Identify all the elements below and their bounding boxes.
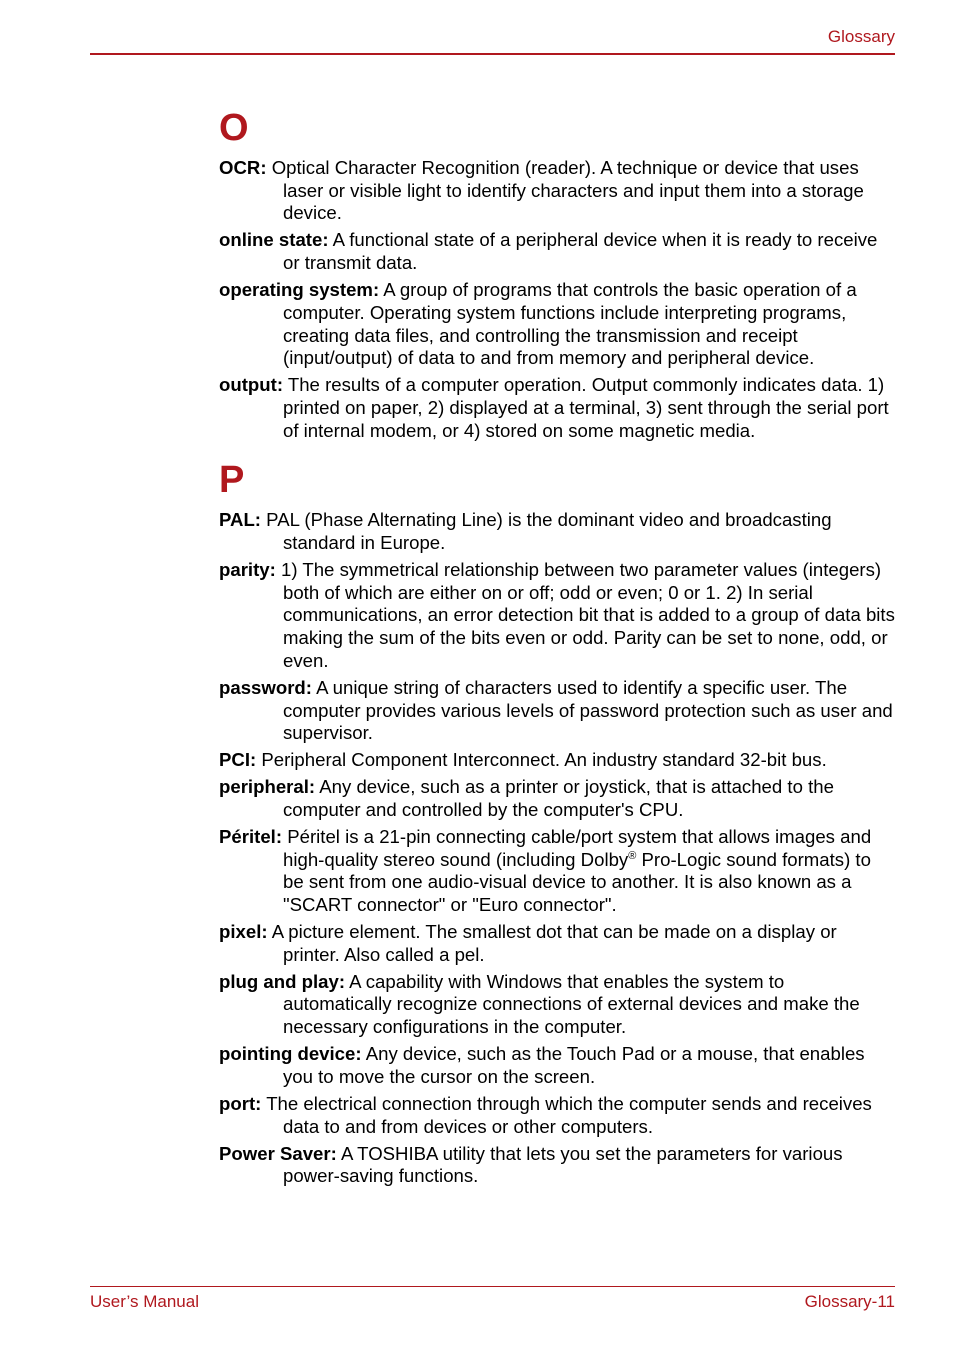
glossary-definition: The results of a computer operation. Output commonly indicates data. 1) printed on paper, 2) displayed at a terminal, 3) sent through the serial port of internal modem, or 4) stored on some magnetic media. bbox=[283, 374, 889, 441]
glossary-entry-peritel bbox=[219, 826, 895, 917]
section-letter-p: P bbox=[219, 459, 245, 502]
glossary-definition: The electrical connection through which the computer sends and receives data to and from devices or other computers. bbox=[266, 1092, 872, 1137]
glossary-term: pointing device: bbox=[219, 1043, 362, 1065]
glossary-definition: Peripheral Component Interconnect. An industry standard 32-bit bus. bbox=[261, 749, 827, 771]
glossary-entry-output bbox=[219, 374, 895, 442]
glossary-entry-pci bbox=[219, 749, 895, 772]
glossary-term: OCR: bbox=[219, 157, 267, 178]
header-divider bbox=[90, 53, 895, 55]
glossary-entry-port bbox=[219, 1093, 895, 1138]
footer-divider bbox=[90, 1286, 895, 1287]
glossary-term: operating system: bbox=[219, 279, 380, 301]
glossary-definition: Any device, such as a printer or joystick, that is attached to the computer and controlled by the computer's CPU. bbox=[283, 776, 834, 820]
glossary-entry-password bbox=[219, 677, 895, 745]
glossary-entry-pointing-device bbox=[219, 1043, 895, 1088]
glossary-entry-plug-and-play bbox=[219, 971, 895, 1039]
glossary-definition-part1: Péritel is a 21-pin connecting cable/port system that allows images and high-quality stereo sound (including Dolby bbox=[283, 825, 872, 870]
glossary-definition: A picture element. The smallest dot that can be made on a display or printer. Also called a pel. bbox=[271, 921, 837, 965]
glossary-entry-parity bbox=[219, 559, 895, 673]
glossary-entry-ocr bbox=[219, 157, 895, 225]
glossary-term: Péritel: bbox=[219, 825, 283, 847]
glossary-definition: Optical Character Recognition (reader). A technique or device that uses laser or visible light to identify characters and input them into a storage device. bbox=[271, 157, 864, 224]
glossary-term: plug and play: bbox=[219, 970, 346, 992]
glossary-definition: 1) The symmetrical relationship between two parameter values (integers) both of which are either on or off; odd or even; 0 or 1. 2) In serial communications, an error detection bit that is added to a group of data bits making the sum of the bits even or odd. Parity can be set to none, odd, or even. bbox=[281, 559, 895, 671]
glossary-term: Power Saver: bbox=[219, 1142, 337, 1164]
footer-page-number: Glossary-11 bbox=[804, 1292, 895, 1311]
glossary-entry-power-saver bbox=[219, 1143, 895, 1188]
footer-manual-title: User’s Manual bbox=[90, 1292, 199, 1311]
glossary-term: parity: bbox=[219, 559, 276, 581]
glossary-term: peripheral: bbox=[219, 776, 316, 798]
glossary-definition-part2: Pro-Logic sound formats) to be sent from one audio-visual device to another. It is also known as a "SCART connector" or "Euro connector". bbox=[283, 848, 871, 916]
glossary-definition: A functional state of a peripheral device when it is ready to receive or transmit data. bbox=[283, 229, 878, 274]
glossary-term: password: bbox=[219, 676, 312, 698]
glossary-definition: A TOSHIBA utility that lets you set the parameters for various power-saving functions. bbox=[283, 1142, 843, 1187]
registered-mark: ® bbox=[628, 849, 637, 862]
glossary-term: port: bbox=[219, 1092, 262, 1114]
glossary-entry-pixel bbox=[219, 921, 895, 966]
glossary-term: PAL: bbox=[219, 509, 261, 531]
glossary-entry-peripheral bbox=[219, 776, 895, 821]
glossary-definition: Any device, such as the Touch Pad or a mouse, that enables you to move the cursor on the screen. bbox=[283, 1043, 865, 1087]
glossary-term: online state: bbox=[219, 229, 329, 251]
glossary-entry-online-state bbox=[219, 229, 895, 274]
glossary-definition: A group of programs that controls the basic operation of a computer. Operating system functions include interpreting programs, creating data files, and controlling the transmission and receipt (input/output) of data to and from memory and peripheral device. bbox=[283, 279, 857, 369]
glossary-definition: PAL (Phase Alternating Line) is the dominant video and broadcasting standard in Europe. bbox=[266, 509, 832, 554]
glossary-definition: A unique string of characters used to identify a specific user. The computer provides various levels of password protection such as user and supervisor. bbox=[283, 676, 893, 744]
section-letter-o: O bbox=[219, 107, 249, 149]
glossary-definition: A capability with Windows that enables the system to automatically recognize connections of external devices and make the necessary configurations in the computer. bbox=[283, 970, 860, 1038]
glossary-term: pixel: bbox=[219, 921, 268, 943]
header-title: Glossary bbox=[827, 27, 895, 46]
glossary-content bbox=[219, 106, 895, 1192]
glossary-term: PCI: bbox=[219, 749, 257, 771]
glossary-entry-pal bbox=[219, 509, 895, 554]
glossary-term: output: bbox=[219, 374, 284, 396]
glossary-entry-operating-system bbox=[219, 279, 895, 370]
